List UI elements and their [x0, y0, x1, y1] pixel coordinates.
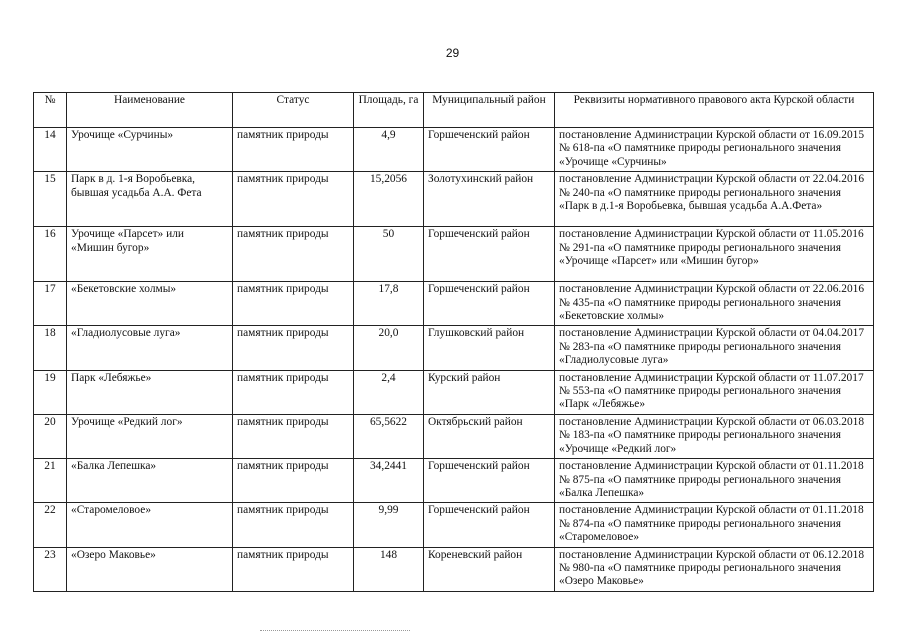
table-row: [34, 172, 874, 227]
row-name: Урочище «Парсет» или «Мишин бугор»: [67, 227, 233, 282]
row-district: Кореневский район: [424, 547, 555, 591]
row-name: Урочище «Редкий лог»: [67, 414, 233, 458]
row-name: Парк в д. 1-я Воробьевка, бывшая усадьба А.А. Фета: [67, 172, 233, 227]
header-district: Муниципальный район: [424, 93, 555, 128]
row-status: памятник природы: [233, 459, 354, 503]
row-num: 15: [34, 172, 67, 227]
row-num: 23: [34, 547, 67, 591]
row-act: постановление Администрации Курской области от 22.04.2016 № 240-па «О памятнике природы регионального значения «Парк в д.1-я Воробьевка, бывшая усадьба А.А.Фета»: [555, 172, 874, 227]
row-area: 65,5622: [354, 414, 424, 458]
row-area: 20,0: [354, 326, 424, 370]
row-area: 4,9: [354, 128, 424, 172]
row-name: Парк «Лебяжье»: [67, 370, 233, 414]
row-act: постановление Администрации Курской области от 04.04.2017 № 283-па «О памятнике природы регионального значения «Гладиолусовые луга»: [555, 326, 874, 370]
row-num: 22: [34, 503, 67, 547]
row-district: Горшеченский район: [424, 227, 555, 282]
row-status: памятник природы: [233, 370, 354, 414]
nature-monuments-table: [33, 92, 874, 592]
table-row: [34, 128, 874, 172]
table-row: [34, 459, 874, 503]
row-act: постановление Администрации Курской области от 22.06.2016 № 435-па «О памятнике природы регионального значения «Бекетовские холмы»: [555, 282, 874, 326]
row-num: 16: [34, 227, 67, 282]
row-num: 21: [34, 459, 67, 503]
row-area: 2,4: [354, 370, 424, 414]
row-num: 19: [34, 370, 67, 414]
row-district: Курский район: [424, 370, 555, 414]
page-number: 29: [445, 46, 460, 60]
row-num: 18: [34, 326, 67, 370]
row-num: 17: [34, 282, 67, 326]
row-act: постановление Администрации Курской области от 06.03.2018 № 183-па «О памятнике природы регионального значения «Урочище «Редкий лог»: [555, 414, 874, 458]
row-name: «Старомеловое»: [67, 503, 233, 547]
row-status: памятник природы: [233, 547, 354, 591]
row-name: «Балка Лепешка»: [67, 459, 233, 503]
table-row: [34, 370, 874, 414]
table-row: [34, 547, 874, 591]
row-district: Горшеченский район: [424, 503, 555, 547]
row-status: памятник природы: [233, 414, 354, 458]
row-act: постановление Администрации Курской области от 01.11.2018 № 875-па «О памятнике природы регионального значения «Балка Лепешка»: [555, 459, 874, 503]
row-district: Октябрьский район: [424, 414, 555, 458]
header-num: №: [34, 93, 67, 128]
row-num: 14: [34, 128, 67, 172]
table-row: [34, 326, 874, 370]
row-area: 9,99: [354, 503, 424, 547]
row-name: «Бекетовские холмы»: [67, 282, 233, 326]
table-header-row: [34, 93, 874, 128]
row-district: Золотухинский район: [424, 172, 555, 227]
row-status: памятник природы: [233, 128, 354, 172]
row-area: 50: [354, 227, 424, 282]
row-status: памятник природы: [233, 503, 354, 547]
header-area: Площадь, га: [354, 93, 424, 128]
row-act: постановление Администрации Курской области от 06.12.2018 № 980-па «О памятнике природы регионального значения «Озеро Маковье»: [555, 547, 874, 591]
row-act: постановление Администрации Курской области от 16.09.2015 № 618-па «О памятнике природы регионального значения «Урочище «Сурчины»: [555, 128, 874, 172]
row-district: Горшеченский район: [424, 282, 555, 326]
row-district: Горшеченский район: [424, 459, 555, 503]
row-status: памятник природы: [233, 227, 354, 282]
row-area: 15,2056: [354, 172, 424, 227]
table-row: [34, 503, 874, 547]
row-status: памятник природы: [233, 326, 354, 370]
row-act: постановление Администрации Курской области от 11.07.2017 № 553-па «О памятнике природы регионального значения «Парк «Лебяжье»: [555, 370, 874, 414]
table-row: [34, 282, 874, 326]
row-area: 148: [354, 547, 424, 591]
row-act: постановление Администрации Курской области от 01.11.2018 № 874-па «О памятнике природы регионального значения «Старомеловое»: [555, 503, 874, 547]
row-district: Глушковский район: [424, 326, 555, 370]
header-act: Реквизиты нормативного правового акта Курской области: [555, 93, 874, 128]
row-act: постановление Администрации Курской области от 11.05.2016 № 291-па «О памятнике природы регионального значения «Урочище «Парсет» или «Мишин бугор»: [555, 227, 874, 282]
row-status: памятник природы: [233, 172, 354, 227]
table-row: [34, 227, 874, 282]
row-name: Урочище «Сурчины»: [67, 128, 233, 172]
row-area: 17,8: [354, 282, 424, 326]
row-name: «Озеро Маковье»: [67, 547, 233, 591]
row-name: «Гладиолусовые луга»: [67, 326, 233, 370]
row-area: 34,2441: [354, 459, 424, 503]
row-num: 20: [34, 414, 67, 458]
row-district: Горшеченский район: [424, 128, 555, 172]
header-status: Статус: [233, 93, 354, 128]
row-status: памятник природы: [233, 282, 354, 326]
table-row: [34, 414, 874, 458]
header-name: Наименование: [67, 93, 233, 128]
scan-artifact: [260, 630, 410, 635]
